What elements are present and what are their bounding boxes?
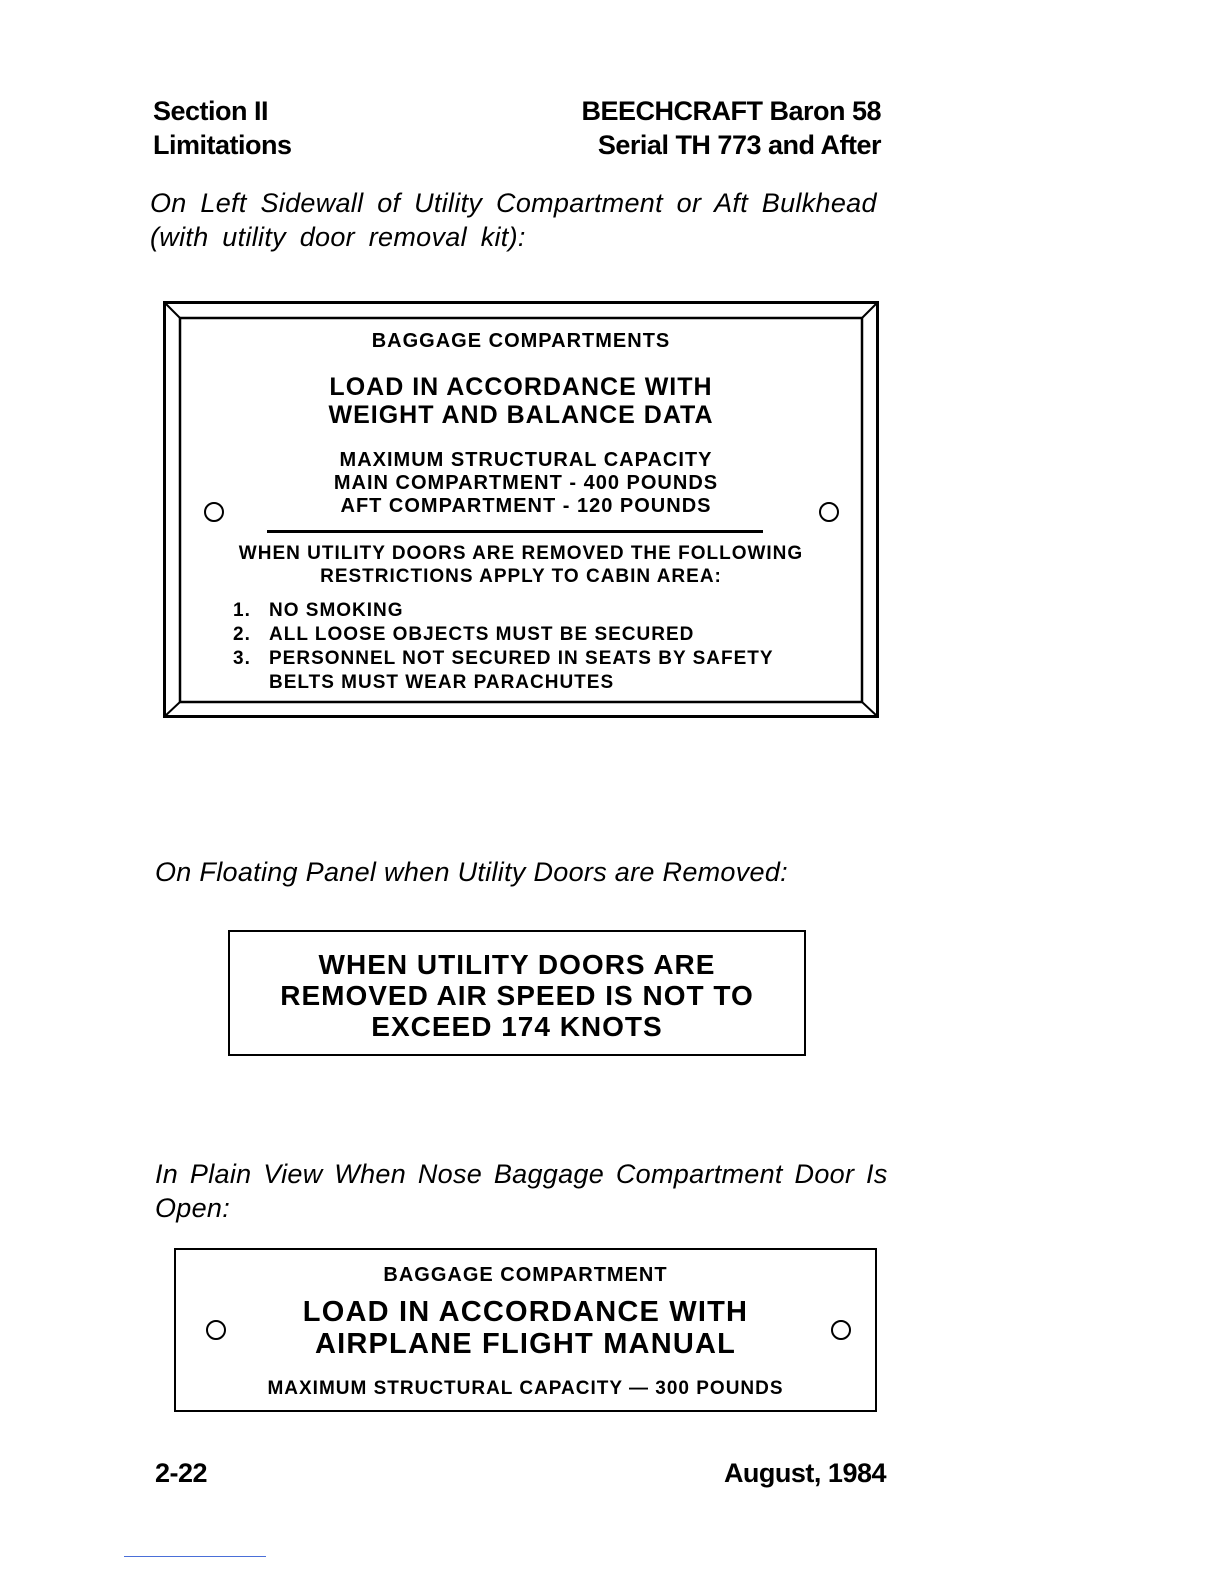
airspeed-line-1: WHEN UTILITY DOORS ARE bbox=[318, 949, 716, 980]
airspeed-notice bbox=[230, 949, 804, 1042]
placard-load-instruction bbox=[163, 373, 879, 429]
aft-compartment-capacity: AFT COMPARTMENT - 120 POUNDS bbox=[340, 495, 712, 517]
revision-date: August, 1984 bbox=[723, 1458, 886, 1488]
load-line-2: WEIGHT AND BALANCE DATA bbox=[328, 401, 714, 429]
list-item bbox=[233, 647, 829, 695]
airspeed-line-3: EXCEED 174 KNOTS bbox=[371, 1011, 663, 1042]
list-number: 2. bbox=[233, 624, 251, 645]
placard-capacity: MAXIMUM STRUCTURAL CAPACITY — 300 POUNDS bbox=[267, 1378, 784, 1399]
load-line-1: LOAD IN ACCORDANCE WITH bbox=[329, 373, 713, 401]
aircraft-model: BEECHCRAFT Baron 58 bbox=[581, 96, 881, 126]
notice-line-1: WHEN UTILITY DOORS ARE REMOVED THE FOLLOWING bbox=[238, 543, 804, 564]
utility-doors-notice bbox=[163, 542, 879, 588]
placard-load-instruction bbox=[176, 1296, 875, 1360]
header-model bbox=[581, 94, 881, 162]
load-line-2: AIRPLANE FLIGHT MANUAL bbox=[314, 1328, 737, 1360]
list-text: ALL LOOSE OBJECTS MUST BE SECURED bbox=[269, 624, 695, 645]
mounting-hole-right bbox=[831, 1320, 851, 1340]
caption-sidewall: On Left Sidewall of Utility Compartment or Aft Bulkhead (with utility door removal kit): bbox=[150, 188, 877, 252]
mounting-hole-right bbox=[819, 502, 839, 522]
placard-capacity bbox=[168, 449, 884, 518]
notice-line-2: RESTRICTIONS APPLY TO CABIN AREA: bbox=[320, 566, 722, 587]
section-number: Section II bbox=[153, 96, 269, 126]
list-text: PERSONNEL NOT SECURED IN SEATS BY SAFETY BELTS MUST WEAR PARACHUTES bbox=[269, 648, 774, 693]
placard-title: BAGGAGE COMPARTMENT bbox=[383, 1264, 668, 1286]
airspeed-line-2: REMOVED AIR SPEED IS NOT TO bbox=[280, 980, 754, 1011]
list-item bbox=[233, 599, 829, 623]
capacity-heading: MAXIMUM STRUCTURAL CAPACITY bbox=[339, 449, 713, 471]
list-number: 1. bbox=[233, 600, 251, 621]
placard-divider bbox=[267, 530, 763, 533]
list-number: 3. bbox=[233, 648, 251, 669]
caption-floating-panel: On Floating Panel when Utility Doors are Removed: bbox=[155, 857, 788, 887]
mounting-hole-left bbox=[204, 502, 224, 522]
page-number: 2-22 bbox=[155, 1458, 208, 1488]
list-item bbox=[233, 623, 829, 647]
placard-airspeed-limit bbox=[228, 930, 806, 1056]
list-text: NO SMOKING bbox=[269, 600, 404, 621]
scan-artifact-line bbox=[124, 1556, 266, 1557]
header-section bbox=[153, 94, 292, 162]
main-compartment-capacity: MAIN COMPARTMENT - 400 POUNDS bbox=[333, 472, 719, 494]
mounting-hole-left bbox=[206, 1320, 226, 1340]
caption-nose-baggage: In Plain View When Nose Baggage Compartment Door Is Open: bbox=[155, 1159, 888, 1223]
placard-title: BAGGAGE COMPARTMENTS bbox=[371, 330, 671, 352]
placard-baggage-compartments bbox=[163, 301, 879, 718]
restrictions-list bbox=[233, 599, 829, 695]
serial-range: Serial TH 773 and After bbox=[597, 130, 881, 160]
placard-nose-baggage bbox=[174, 1248, 877, 1412]
section-title: Limitations bbox=[153, 130, 292, 160]
load-line-1: LOAD IN ACCORDANCE WITH bbox=[302, 1296, 749, 1328]
